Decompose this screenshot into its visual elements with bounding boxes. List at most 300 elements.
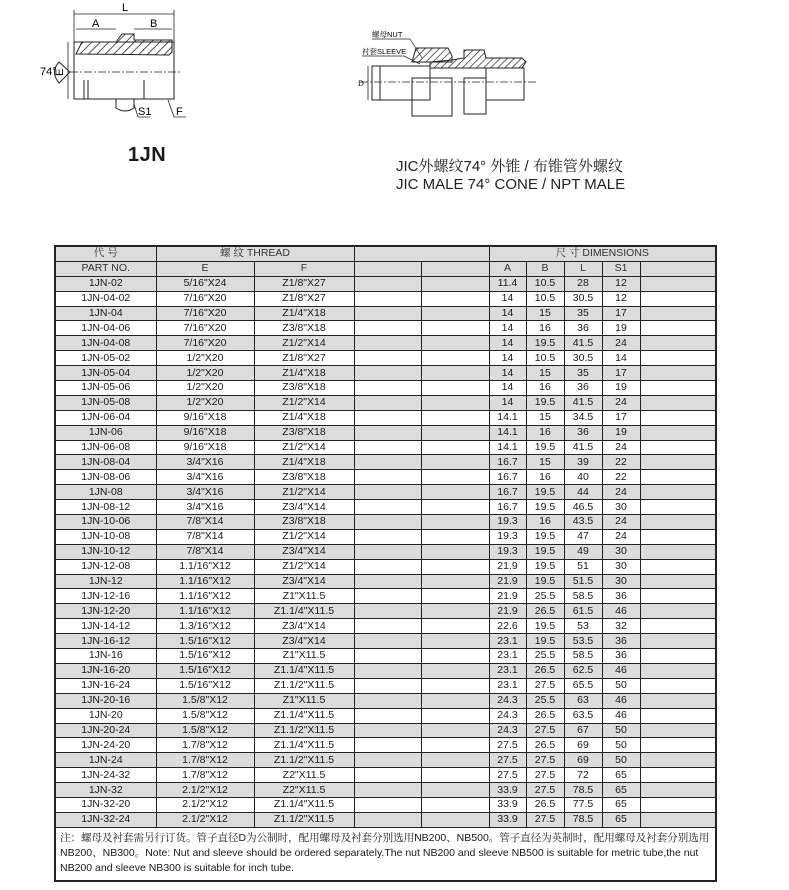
cell-thread-f: Z2"X11.5 [254, 768, 354, 783]
cell-dim-b: 15 [526, 455, 564, 470]
cell-dim-l: 30.5 [564, 351, 602, 366]
cell-thread-e: 1.1/16"X12 [156, 604, 254, 619]
cell-blank [640, 738, 716, 753]
table-row [55, 649, 716, 664]
cell-part-no: 1JN-05-02 [55, 351, 156, 366]
cell-thread-f: Z1.1/2"X11.5 [254, 723, 354, 738]
cell-thread-e: 1/2"X20 [156, 351, 254, 366]
cell-dim-s1: 50 [602, 738, 640, 753]
cell-dim-a: 21.9 [489, 589, 526, 604]
cell-dim-a: 19.3 [489, 515, 526, 530]
cell-dim-b: 19.5 [526, 440, 564, 455]
product-subtitle [396, 158, 625, 194]
cell-dim-a: 27.5 [489, 768, 526, 783]
cell-part-no: 1JN-20-24 [55, 723, 156, 738]
cell-blank [421, 783, 489, 798]
cell-blank [640, 291, 716, 306]
cell-dim-l: 36 [564, 425, 602, 440]
cell-dim-s1: 17 [602, 306, 640, 321]
cell-blank [640, 574, 716, 589]
cell-blank [354, 559, 421, 574]
cell-dim-a: 14 [489, 381, 526, 396]
cell-blank [421, 381, 489, 396]
cell-blank [354, 738, 421, 753]
table-row [55, 455, 716, 470]
cell-part-no: 1JN-16-24 [55, 678, 156, 693]
cell-dim-s1: 30 [602, 574, 640, 589]
cell-thread-e: 1.5/8"X12 [156, 708, 254, 723]
cell-thread-e: 9/16"X18 [156, 410, 254, 425]
cell-blank [354, 395, 421, 410]
cell-thread-f: Z1.1/4"X11.5 [254, 797, 354, 812]
cell-blank [640, 678, 716, 693]
cell-blank [640, 381, 716, 396]
cell-dim-a: 27.5 [489, 753, 526, 768]
cell-blank [421, 589, 489, 604]
cell-thread-f: Z3/4"X14 [254, 544, 354, 559]
cell-thread-e: 1/2"X20 [156, 381, 254, 396]
header-row-1 [55, 246, 716, 261]
cell-dim-a: 14 [489, 395, 526, 410]
cell-dim-s1: 30 [602, 559, 640, 574]
cell-dim-a: 19.3 [489, 544, 526, 559]
cell-dim-a: 23.1 [489, 678, 526, 693]
cell-dim-b: 10.5 [526, 351, 564, 366]
cell-thread-e: 7/16"X20 [156, 321, 254, 336]
cell-thread-f: Z1/2"X14 [254, 529, 354, 544]
cell-blank [640, 723, 716, 738]
cell-dim-l: 62.5 [564, 663, 602, 678]
cell-dim-a: 23.1 [489, 634, 526, 649]
cell-dim-l: 61.5 [564, 604, 602, 619]
cell-dim-l: 72 [564, 768, 602, 783]
svg-text:L: L [122, 2, 129, 14]
cell-part-no: 1JN-10-12 [55, 544, 156, 559]
cell-blank [421, 797, 489, 812]
table-row [55, 693, 716, 708]
cell-blank [640, 455, 716, 470]
cell-blank [640, 797, 716, 812]
cell-thread-e: 1.7/8"X12 [156, 768, 254, 783]
cell-dim-l: 63 [564, 693, 602, 708]
cell-thread-f: Z1/2"X14 [254, 485, 354, 500]
cell-part-no: 1JN-24 [55, 753, 156, 768]
cell-dim-l: 44 [564, 485, 602, 500]
cell-blank [421, 649, 489, 664]
table-row [55, 574, 716, 589]
cell-thread-f: Z1.1/2"X11.5 [254, 678, 354, 693]
cell-dim-s1: 24 [602, 440, 640, 455]
header-thread-f: F [254, 261, 354, 276]
cell-thread-f: Z3/8"X18 [254, 470, 354, 485]
model-title: 1JN [128, 144, 167, 166]
header-part-no-cn: 代 号 [55, 246, 156, 261]
cell-blank [421, 306, 489, 321]
cell-dim-l: 51 [564, 559, 602, 574]
table-row [55, 544, 716, 559]
table-row [55, 723, 716, 738]
cell-blank [640, 500, 716, 515]
cell-thread-f: Z1/4"X18 [254, 410, 354, 425]
cell-dim-s1: 30 [602, 500, 640, 515]
cell-dim-l: 53.5 [564, 634, 602, 649]
cell-dim-b: 15 [526, 306, 564, 321]
cell-blank [640, 783, 716, 798]
cell-blank [421, 693, 489, 708]
cell-dim-s1: 65 [602, 812, 640, 827]
cell-thread-e: 3/4"X16 [156, 470, 254, 485]
table-row [55, 440, 716, 455]
cell-dim-l: 34.5 [564, 410, 602, 425]
cell-dim-a: 14 [489, 351, 526, 366]
cell-blank [421, 604, 489, 619]
cell-thread-e: 7/8"X14 [156, 529, 254, 544]
cell-blank [354, 634, 421, 649]
cell-dim-s1: 32 [602, 619, 640, 634]
cell-dim-s1: 46 [602, 663, 640, 678]
svg-text:螺母NUT: 螺母NUT [372, 30, 403, 39]
cell-dim-a: 33.9 [489, 783, 526, 798]
cell-thread-e: 7/16"X20 [156, 306, 254, 321]
cell-thread-e: 1.1/16"X12 [156, 559, 254, 574]
cell-part-no: 1JN-06-08 [55, 440, 156, 455]
table-row [55, 336, 716, 351]
svg-text:D: D [358, 79, 364, 88]
cell-dim-b: 27.5 [526, 753, 564, 768]
cell-dim-s1: 14 [602, 351, 640, 366]
table-row [55, 783, 716, 798]
cell-thread-e: 7/8"X14 [156, 544, 254, 559]
cell-thread-f: Z1.1/4"X11.5 [254, 708, 354, 723]
cell-thread-e: 3/4"X16 [156, 455, 254, 470]
specification-table [54, 245, 717, 882]
cell-dim-b: 10.5 [526, 291, 564, 306]
cell-blank [354, 589, 421, 604]
cell-dim-a: 22.6 [489, 619, 526, 634]
cell-blank [640, 753, 716, 768]
cell-dim-b: 26.5 [526, 604, 564, 619]
cell-thread-e: 1.5/8"X12 [156, 723, 254, 738]
cell-blank [421, 678, 489, 693]
svg-text:74°: 74° [40, 66, 57, 78]
cell-dim-l: 65.5 [564, 678, 602, 693]
cell-dim-a: 24.3 [489, 693, 526, 708]
header-dim-s1: S1 [602, 261, 640, 276]
cell-dim-l: 78.5 [564, 812, 602, 827]
cell-thread-e: 1.7/8"X12 [156, 738, 254, 753]
table-row [55, 708, 716, 723]
cell-part-no: 1JN-12 [55, 574, 156, 589]
cell-blank [421, 738, 489, 753]
cell-thread-e: 2.1/2"X12 [156, 797, 254, 812]
cell-thread-e: 9/16"X18 [156, 425, 254, 440]
header-blank [354, 246, 489, 261]
table-row [55, 500, 716, 515]
cell-dim-s1: 12 [602, 291, 640, 306]
cell-dim-a: 14.1 [489, 425, 526, 440]
cell-part-no: 1JN-06-04 [55, 410, 156, 425]
cell-dim-b: 26.5 [526, 738, 564, 753]
cell-blank [421, 366, 489, 381]
cell-blank [354, 693, 421, 708]
cell-thread-e: 5/16"X24 [156, 276, 254, 291]
cell-thread-e: 1.5/16"X12 [156, 678, 254, 693]
cell-thread-f: Z1.1/2"X11.5 [254, 812, 354, 827]
cell-blank [354, 336, 421, 351]
cell-dim-b: 25.5 [526, 649, 564, 664]
cell-thread-f: Z1"X11.5 [254, 589, 354, 604]
cell-dim-a: 14 [489, 291, 526, 306]
table-row [55, 634, 716, 649]
cell-blank [640, 768, 716, 783]
cell-dim-a: 21.9 [489, 559, 526, 574]
cell-blank [421, 336, 489, 351]
cell-part-no: 1JN-08-06 [55, 470, 156, 485]
cell-part-no: 1JN-16-20 [55, 663, 156, 678]
cell-dim-b: 19.5 [526, 619, 564, 634]
cell-blank [354, 321, 421, 336]
cell-dim-b: 16 [526, 381, 564, 396]
table-row [55, 291, 716, 306]
cell-blank [421, 812, 489, 827]
table-row [55, 604, 716, 619]
cell-blank [354, 753, 421, 768]
cell-blank [421, 723, 489, 738]
cell-blank [354, 649, 421, 664]
cell-blank [640, 395, 716, 410]
cell-dim-l: 36 [564, 321, 602, 336]
cell-dim-a: 14.1 [489, 440, 526, 455]
cell-part-no: 1JN-12-08 [55, 559, 156, 574]
cell-blank [354, 440, 421, 455]
cell-dim-l: 39 [564, 455, 602, 470]
cell-thread-f: Z1/4"X18 [254, 366, 354, 381]
cell-part-no: 1JN-04-06 [55, 321, 156, 336]
cell-dim-l: 41.5 [564, 440, 602, 455]
cell-dim-b: 19.5 [526, 574, 564, 589]
cell-dim-a: 14 [489, 321, 526, 336]
cell-dim-a: 19.3 [489, 529, 526, 544]
cell-dim-s1: 65 [602, 768, 640, 783]
cell-blank [354, 366, 421, 381]
cell-thread-e: 1.5/16"X12 [156, 649, 254, 664]
cell-dim-b: 25.5 [526, 589, 564, 604]
cell-blank [421, 440, 489, 455]
cell-thread-e: 1.7/8"X12 [156, 753, 254, 768]
cell-blank [421, 470, 489, 485]
header-dimensions: 尺 寸 DIMENSIONS [489, 246, 716, 261]
cell-dim-s1: 36 [602, 634, 640, 649]
cell-thread-f: Z3/4"X14 [254, 574, 354, 589]
cell-thread-f: Z3/8"X18 [254, 381, 354, 396]
cell-dim-l: 46.5 [564, 500, 602, 515]
cell-blank [354, 381, 421, 396]
cell-dim-l: 58.5 [564, 589, 602, 604]
header-dim-l: L [564, 261, 602, 276]
cell-dim-a: 16.7 [489, 485, 526, 500]
cell-part-no: 1JN-24-32 [55, 768, 156, 783]
cell-dim-b: 19.5 [526, 529, 564, 544]
cell-thread-f: Z3/8"X18 [254, 425, 354, 440]
cell-dim-b: 19.5 [526, 544, 564, 559]
cell-dim-l: 53 [564, 619, 602, 634]
cell-thread-e: 1/2"X20 [156, 366, 254, 381]
cell-dim-l: 40 [564, 470, 602, 485]
cell-dim-l: 35 [564, 366, 602, 381]
cell-dim-l: 69 [564, 753, 602, 768]
cell-thread-e: 1.1/16"X12 [156, 589, 254, 604]
table-row [55, 485, 716, 500]
table-row [55, 678, 716, 693]
cell-thread-e: 1.1/16"X12 [156, 574, 254, 589]
cell-thread-f: Z1/8"X27 [254, 291, 354, 306]
svg-text:F: F [176, 106, 183, 118]
cell-blank [421, 544, 489, 559]
cell-dim-l: 41.5 [564, 395, 602, 410]
cell-dim-l: 28 [564, 276, 602, 291]
cell-dim-l: 77.5 [564, 797, 602, 812]
cell-dim-a: 21.9 [489, 604, 526, 619]
header-thread-e: E [156, 261, 254, 276]
cell-dim-b: 19.5 [526, 559, 564, 574]
table-row [55, 425, 716, 440]
table-row [55, 797, 716, 812]
cell-blank [640, 321, 716, 336]
table-row [55, 276, 716, 291]
cell-dim-l: 41.5 [564, 336, 602, 351]
cell-blank [640, 559, 716, 574]
cell-dim-b: 25.5 [526, 693, 564, 708]
cell-part-no: 1JN-05-06 [55, 381, 156, 396]
cell-part-no: 1JN-02 [55, 276, 156, 291]
cell-dim-s1: 50 [602, 678, 640, 693]
cell-dim-s1: 17 [602, 410, 640, 425]
cell-dim-s1: 36 [602, 649, 640, 664]
cell-blank [640, 470, 716, 485]
table-row [55, 663, 716, 678]
cell-part-no: 1JN-08-04 [55, 455, 156, 470]
cell-thread-f: Z1"X11.5 [254, 693, 354, 708]
cell-blank [421, 634, 489, 649]
cell-blank [640, 366, 716, 381]
cell-thread-f: Z3/8"X18 [254, 321, 354, 336]
cell-thread-f: Z1/8"X27 [254, 276, 354, 291]
cell-blank [354, 425, 421, 440]
cell-thread-f: Z1/2"X14 [254, 395, 354, 410]
cell-dim-l: 30.5 [564, 291, 602, 306]
svg-text:衬套SLEEVE: 衬套SLEEVE [362, 47, 407, 56]
cell-thread-e: 1.3/16"X12 [156, 619, 254, 634]
cell-blank [354, 663, 421, 678]
cell-dim-l: 47 [564, 529, 602, 544]
header-blank-2 [421, 261, 489, 276]
cell-dim-a: 33.9 [489, 797, 526, 812]
cell-dim-s1: 50 [602, 753, 640, 768]
cell-blank [640, 604, 716, 619]
subtitle-english: JIC MALE 74° CONE / NPT MALE [396, 176, 626, 193]
cell-dim-l: 35 [564, 306, 602, 321]
table-row [55, 515, 716, 530]
cell-thread-e: 7/16"X20 [156, 336, 254, 351]
header-dim-b: B [526, 261, 564, 276]
cell-blank [421, 768, 489, 783]
cell-thread-e: 3/4"X16 [156, 500, 254, 515]
cell-blank [640, 634, 716, 649]
cell-blank [421, 619, 489, 634]
cell-blank [354, 619, 421, 634]
cell-dim-l: 49 [564, 544, 602, 559]
cell-thread-f: Z1/4"X18 [254, 306, 354, 321]
cell-part-no: 1JN-12-16 [55, 589, 156, 604]
cell-dim-a: 14 [489, 366, 526, 381]
table-row [55, 321, 716, 336]
cell-blank [421, 410, 489, 425]
cell-dim-b: 19.5 [526, 336, 564, 351]
cell-blank [354, 783, 421, 798]
cell-blank [640, 306, 716, 321]
cell-part-no: 1JN-04-08 [55, 336, 156, 351]
fitting-drawing-1jn [40, 0, 240, 140]
cell-dim-s1: 24 [602, 515, 640, 530]
cell-dim-l: 78.5 [564, 783, 602, 798]
table-row [55, 366, 716, 381]
table-row [55, 738, 716, 753]
table-row [55, 619, 716, 634]
cell-dim-a: 16.7 [489, 455, 526, 470]
cell-dim-s1: 19 [602, 321, 640, 336]
cell-dim-s1: 46 [602, 693, 640, 708]
cell-dim-a: 33.9 [489, 812, 526, 827]
cell-thread-f: Z1.1/4"X11.5 [254, 604, 354, 619]
cell-blank [354, 351, 421, 366]
cell-dim-s1: 24 [602, 485, 640, 500]
header-dim-a: A [489, 261, 526, 276]
cell-blank [640, 515, 716, 530]
cell-thread-e: 1.5/16"X12 [156, 634, 254, 649]
cell-thread-f: Z1.1/4"X11.5 [254, 738, 354, 753]
cell-dim-b: 27.5 [526, 723, 564, 738]
cell-dim-b: 19.5 [526, 485, 564, 500]
cell-blank [640, 663, 716, 678]
cell-part-no: 1JN-20-16 [55, 693, 156, 708]
cell-thread-f: Z1/2"X14 [254, 559, 354, 574]
cell-blank [640, 336, 716, 351]
cell-blank [421, 395, 489, 410]
cell-part-no: 1JN-32-20 [55, 797, 156, 812]
cell-dim-a: 24.3 [489, 708, 526, 723]
cell-thread-f: Z1/2"X14 [254, 440, 354, 455]
header-blank-3 [640, 261, 716, 276]
cell-blank [421, 529, 489, 544]
cell-dim-b: 27.5 [526, 768, 564, 783]
cell-blank [640, 649, 716, 664]
cell-blank [354, 291, 421, 306]
table-row [55, 768, 716, 783]
cell-blank [354, 812, 421, 827]
cell-dim-a: 24.3 [489, 723, 526, 738]
cell-dim-a: 14 [489, 306, 526, 321]
cell-dim-l: 43.5 [564, 515, 602, 530]
cell-dim-a: 23.1 [489, 649, 526, 664]
table-row [55, 753, 716, 768]
cell-blank [640, 276, 716, 291]
cell-blank [640, 440, 716, 455]
table-row [55, 529, 716, 544]
table-row [55, 559, 716, 574]
cell-blank [421, 515, 489, 530]
table-row [55, 589, 716, 604]
cell-dim-a: 16.7 [489, 470, 526, 485]
